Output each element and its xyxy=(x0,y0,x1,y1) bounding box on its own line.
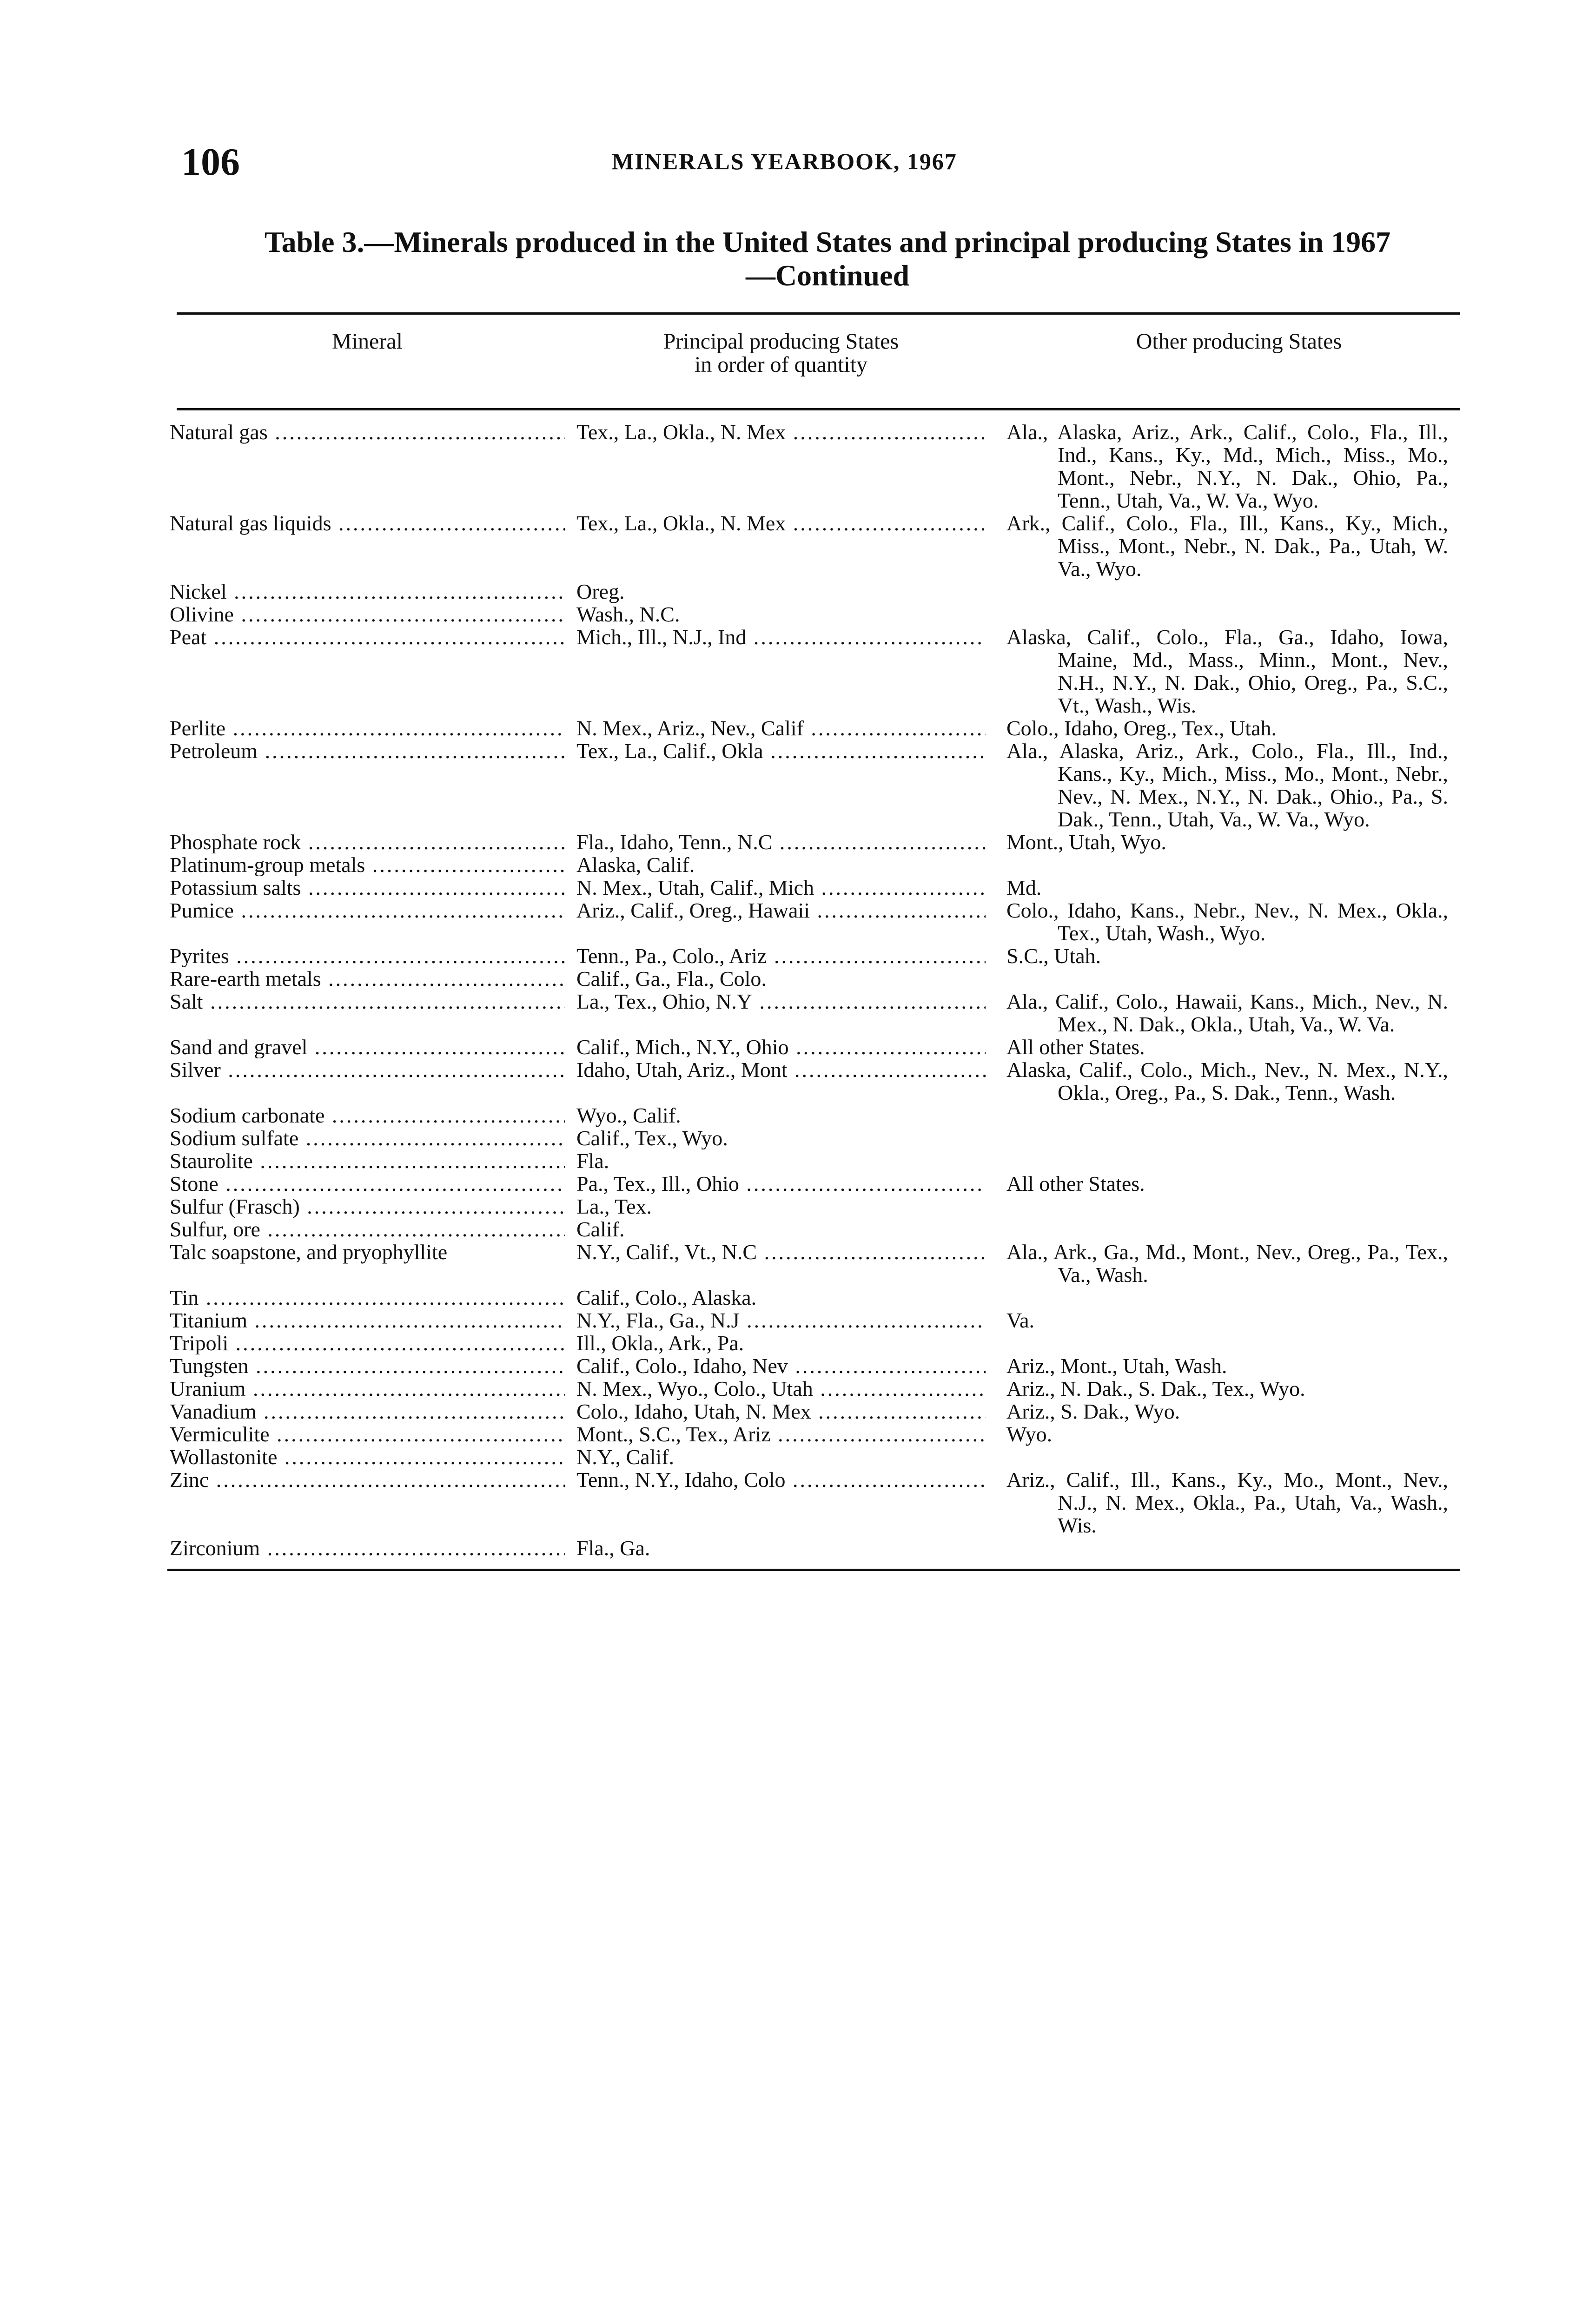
principal-states: Tex., La., Okla., N. Mex xyxy=(576,421,786,444)
cell-other-states xyxy=(1006,1149,1448,1172)
mineral-name: Olivine xyxy=(170,603,234,626)
table-row xyxy=(0,603,1569,626)
cell-other-states xyxy=(1006,1241,1448,1286)
leader-dots xyxy=(218,1172,565,1195)
cell-mineral xyxy=(170,1468,565,1537)
principal-states: Pa., Tex., Ill., Ohio xyxy=(576,1172,739,1195)
table-row xyxy=(0,1058,1569,1104)
table-row xyxy=(0,1309,1569,1332)
other-states: Ariz., N. Dak., S. Dak., Tex., Wyo. xyxy=(1006,1377,1305,1400)
mineral-name: Phosphate rock xyxy=(170,831,301,853)
cell-mineral xyxy=(170,580,565,603)
table-row xyxy=(0,1400,1569,1423)
principal-states: La., Tex. xyxy=(576,1195,652,1218)
principal-states: Fla., Ga. xyxy=(576,1537,650,1559)
cell-other-states xyxy=(1006,580,1448,603)
mineral-name: Vermiculite xyxy=(170,1423,270,1446)
leader-dots xyxy=(786,1468,986,1492)
principal-states: Tex., La., Okla., N. Mex xyxy=(576,512,786,535)
leader-dots xyxy=(268,421,565,444)
leader-dots xyxy=(253,1149,565,1172)
cell-mineral xyxy=(170,1400,565,1423)
leader-dots xyxy=(260,1537,565,1559)
leader-dots xyxy=(307,1036,565,1058)
mineral-name: Platinum-group metals xyxy=(170,853,365,876)
other-states: All other States. xyxy=(1006,1172,1145,1195)
leader-dots xyxy=(257,1400,565,1423)
table-row xyxy=(0,1241,1569,1286)
cell-principal-states xyxy=(576,739,986,831)
leader-dots xyxy=(788,1354,986,1377)
cell-other-states xyxy=(1006,1332,1448,1354)
table-row xyxy=(0,1172,1569,1195)
mineral-name: Zinc xyxy=(170,1468,209,1492)
leader-dots xyxy=(767,944,986,967)
cell-other-states xyxy=(1006,1377,1448,1400)
cell-mineral xyxy=(170,853,565,876)
cell-other-states xyxy=(1006,1058,1448,1104)
cell-mineral xyxy=(170,1354,565,1377)
principal-states: Tenn., N.Y., Idaho, Colo xyxy=(576,1468,786,1492)
leader-dots xyxy=(301,876,565,899)
leader-dots xyxy=(810,899,986,922)
page-header xyxy=(0,139,1569,191)
leader-dots xyxy=(258,739,565,763)
leader-dots xyxy=(740,1309,986,1332)
table-title-line2: —Continued xyxy=(745,259,910,292)
mineral-name: Rare-earth metals xyxy=(170,967,321,990)
cell-other-states xyxy=(1006,626,1448,717)
cell-principal-states xyxy=(576,512,986,580)
cell-principal-states xyxy=(576,1423,986,1446)
column-header-principal-line1: Principal producing States xyxy=(663,329,899,354)
principal-states: Tenn., Pa., Colo., Ariz xyxy=(576,944,767,967)
cell-mineral xyxy=(170,1218,565,1241)
mineral-name: Sodium sulfate xyxy=(170,1127,299,1149)
mineral-name: Staurolite xyxy=(170,1149,253,1172)
leader-dots xyxy=(739,1172,986,1195)
cell-principal-states xyxy=(576,1354,986,1377)
principal-states: N.Y., Calif. xyxy=(576,1446,674,1468)
table-row xyxy=(0,1354,1569,1377)
leader-dots xyxy=(321,967,565,990)
table-row xyxy=(0,1127,1569,1149)
other-states: Colo., Idaho, Kans., Nebr., Nev., N. Mex., Okla., Tex., Utah, Wash., Wyo. xyxy=(1006,898,1448,945)
cell-principal-states xyxy=(576,1468,986,1537)
table-row xyxy=(0,1332,1569,1354)
cell-mineral xyxy=(170,1241,565,1286)
cell-other-states xyxy=(1006,831,1448,853)
table-row xyxy=(0,1377,1569,1400)
column-headers xyxy=(0,330,1569,390)
principal-states: N. Mex., Utah, Calif., Mich xyxy=(576,876,814,899)
leader-dots xyxy=(227,580,565,603)
cell-principal-states xyxy=(576,1195,986,1218)
cell-mineral xyxy=(170,944,565,967)
cell-principal-states xyxy=(576,1377,986,1400)
table-title-line1: Table 3.—Minerals produced in the United States and principal producing States in 1967 xyxy=(264,225,1391,258)
cell-principal-states xyxy=(576,944,986,967)
table-row xyxy=(0,580,1569,603)
table-row xyxy=(0,944,1569,967)
cell-principal-states xyxy=(576,1058,986,1104)
principal-states: La., Tex., Ohio, N.Y xyxy=(576,990,752,1013)
cell-mineral xyxy=(170,1127,565,1149)
cell-principal-states xyxy=(576,876,986,899)
leader-dots xyxy=(225,717,565,739)
other-states: Va. xyxy=(1006,1308,1035,1332)
other-states: Colo., Idaho, Oreg., Tex., Utah. xyxy=(1006,716,1277,740)
other-states: Md. xyxy=(1006,876,1042,899)
leader-dots xyxy=(249,1354,565,1377)
mineral-name: Sodium carbonate xyxy=(170,1104,325,1127)
leader-dots xyxy=(298,1127,565,1149)
principal-states: Calif., Colo., Idaho, Nev xyxy=(576,1354,788,1377)
other-states: Ala., Ark., Ga., Md., Mont., Nev., Oreg., Pa., Tex., Va., Wash. xyxy=(1006,1240,1448,1287)
page-number: 106 xyxy=(181,140,240,184)
leader-dots xyxy=(206,626,565,649)
table-bottom-rule xyxy=(167,1569,1460,1571)
other-states: Alaska, Calif., Colo., Mich., Nev., N. Mex., N.Y., Okla., Oreg., Pa., S. Dak., Tenn., Wash. xyxy=(1006,1058,1448,1104)
cell-principal-states xyxy=(576,831,986,853)
table-row xyxy=(0,626,1569,717)
table-row xyxy=(0,1218,1569,1241)
other-states: Wyo. xyxy=(1006,1422,1053,1446)
other-states: Ark., Calif., Colo., Fla., Ill., Kans., Ky., Mich., Miss., Mont., Nebr., N. Dak., Pa., Utah, W. Va., Wyo. xyxy=(1006,511,1448,581)
cell-other-states xyxy=(1006,1218,1448,1241)
cell-mineral xyxy=(170,1195,565,1218)
cell-mineral xyxy=(170,831,565,853)
principal-states: Calif., Tex., Wyo. xyxy=(576,1127,728,1149)
cell-principal-states xyxy=(576,990,986,1036)
running-head: MINERALS YEARBOOK, 1967 xyxy=(612,148,957,174)
cell-other-states xyxy=(1006,1468,1448,1537)
cell-principal-states xyxy=(576,1218,986,1241)
cell-mineral xyxy=(170,990,565,1036)
leader-dots xyxy=(804,717,986,739)
table-top-rule xyxy=(177,312,1460,315)
cell-other-states xyxy=(1006,717,1448,739)
cell-principal-states xyxy=(576,1446,986,1468)
cell-other-states xyxy=(1006,990,1448,1036)
cell-other-states xyxy=(1006,1127,1448,1149)
principal-states: Wyo., Calif. xyxy=(576,1104,681,1127)
mineral-name: Salt xyxy=(170,990,203,1013)
table-row xyxy=(0,1423,1569,1446)
leader-dots xyxy=(324,1104,565,1127)
leader-dots xyxy=(757,1241,986,1264)
cell-principal-states xyxy=(576,421,986,512)
cell-mineral xyxy=(170,1377,565,1400)
mineral-name: Natural gas xyxy=(170,421,268,444)
cell-mineral xyxy=(170,1423,565,1446)
cell-principal-states xyxy=(576,580,986,603)
principal-states: Wash., N.C. xyxy=(576,603,680,626)
cell-other-states xyxy=(1006,1195,1448,1218)
cell-other-states xyxy=(1006,603,1448,626)
mineral-name: Wollastonite xyxy=(170,1446,278,1468)
other-states: Mont., Utah, Wyo. xyxy=(1006,830,1166,854)
mineral-name: Sulfur (Frasch) xyxy=(170,1195,300,1218)
mineral-name: Natural gas liquids xyxy=(170,512,331,535)
other-states: S.C., Utah. xyxy=(1006,944,1101,968)
cell-other-states xyxy=(1006,512,1448,580)
column-header-principal-line2: in order of quantity xyxy=(695,352,867,377)
mineral-name: Sulfur, ore xyxy=(170,1218,260,1241)
table-row xyxy=(0,739,1569,831)
leader-dots xyxy=(228,1332,565,1354)
leader-dots xyxy=(786,421,986,444)
leader-dots xyxy=(789,1036,986,1058)
cell-mineral xyxy=(170,1332,565,1354)
leader-dots xyxy=(270,1423,565,1446)
cell-other-states xyxy=(1006,876,1448,899)
cell-other-states xyxy=(1006,944,1448,967)
other-states: Ariz., Calif., Ill., Kans., Ky., Mo., Mont., Nev., N.J., N. Mex., Okla., Pa., Utah, Va., Wash., Wis. xyxy=(1006,1468,1448,1537)
cell-other-states xyxy=(1006,739,1448,831)
leader-dots xyxy=(811,1400,986,1423)
leader-dots xyxy=(814,876,986,899)
principal-states: Mont., S.C., Tex., Ariz xyxy=(576,1423,771,1446)
mineral-name: Potassium salts xyxy=(170,876,301,899)
cell-principal-states xyxy=(576,1172,986,1195)
cell-principal-states xyxy=(576,1241,986,1286)
header-bottom-rule xyxy=(177,408,1460,410)
cell-principal-states xyxy=(576,717,986,739)
cell-mineral xyxy=(170,899,565,944)
mineral-name: Titanium xyxy=(170,1309,248,1332)
mineral-name: Tungsten xyxy=(170,1354,249,1377)
mineral-name: Perlite xyxy=(170,717,226,739)
principal-states: Alaska, Calif. xyxy=(576,853,695,876)
cell-principal-states xyxy=(576,899,986,944)
table-row xyxy=(0,1537,1569,1559)
cell-mineral xyxy=(170,1104,565,1127)
cell-other-states xyxy=(1006,1172,1448,1195)
cell-mineral xyxy=(170,603,565,626)
cell-mineral xyxy=(170,876,565,899)
cell-mineral xyxy=(170,739,565,831)
cell-mineral xyxy=(170,512,565,580)
principal-states: Oreg. xyxy=(576,580,625,603)
mineral-name: Talc soapstone, and pryophyllite xyxy=(170,1241,448,1264)
table-row xyxy=(0,899,1569,944)
principal-states: Mich., Ill., N.J., Ind xyxy=(576,626,747,649)
mineral-name: Tripoli xyxy=(170,1332,229,1354)
table-title xyxy=(177,225,1478,292)
principal-states: Calif., Colo., Alaska. xyxy=(576,1286,757,1309)
leader-dots xyxy=(260,1218,565,1241)
cell-mineral xyxy=(170,1537,565,1559)
cell-principal-states xyxy=(576,1036,986,1058)
cell-mineral xyxy=(170,1149,565,1172)
mineral-name: Nickel xyxy=(170,580,227,603)
table-row xyxy=(0,421,1569,512)
cell-principal-states xyxy=(576,603,986,626)
principal-states: N.Y., Calif., Vt., N.C xyxy=(576,1241,757,1264)
table-row xyxy=(0,831,1569,853)
leader-dots xyxy=(199,1286,565,1309)
other-states: Ala., Alaska, Ariz., Ark., Calif., Colo., Fla., Ill., Ind., Kans., Ky., Md., Mich., Miss., Mo., Mont., Nebr., N.Y., N. Dak., Ohio, Pa., Tenn., Utah, Va., W. Va., Wyo. xyxy=(1006,420,1448,512)
principal-states: N. Mex., Wyo., Colo., Utah xyxy=(576,1377,813,1400)
table-row xyxy=(0,1036,1569,1058)
mineral-name: Peat xyxy=(170,626,207,649)
other-states: Ala., Alaska, Ariz., Ark., Colo., Fla., Ill., Ind., Kans., Ky., Mich., Miss., Mo., Mont., Nebr., Nev., N. Mex., N.Y., N. Dak., Ohio., Pa., S. Dak., Tenn., Utah, Va., W. Va., Wyo. xyxy=(1006,739,1448,831)
cell-principal-states xyxy=(576,626,986,717)
cell-mineral xyxy=(170,1058,565,1104)
column-header-mineral: Mineral xyxy=(332,329,403,354)
principal-states: Tex., La., Calif., Okla xyxy=(576,739,763,763)
principal-states: Calif. xyxy=(576,1218,625,1241)
mineral-name: Tin xyxy=(170,1286,199,1309)
principal-states: Fla. xyxy=(576,1149,609,1172)
mineral-name: Vanadium xyxy=(170,1400,257,1423)
mineral-name: Pumice xyxy=(170,899,234,922)
cell-mineral xyxy=(170,421,565,512)
cell-principal-states xyxy=(576,1537,986,1559)
cell-other-states xyxy=(1006,1537,1448,1559)
table-row xyxy=(0,1286,1569,1309)
table-row xyxy=(0,1446,1569,1468)
table-row xyxy=(0,717,1569,739)
leader-dots xyxy=(234,603,565,626)
mineral-name: Zirconium xyxy=(170,1537,260,1559)
cell-other-states xyxy=(1006,1423,1448,1446)
mineral-name: Sand and gravel xyxy=(170,1036,308,1058)
leader-dots xyxy=(209,1468,565,1492)
principal-states: N.Y., Fla., Ga., N.J xyxy=(576,1309,740,1332)
other-states: Ala., Calif., Colo., Hawaii, Kans., Mich., Nev., N. Mex., N. Dak., Okla., Utah, Va., W. Va. xyxy=(1006,990,1448,1036)
leader-dots xyxy=(301,831,565,853)
cell-other-states xyxy=(1006,1036,1448,1058)
leader-dots xyxy=(365,853,565,876)
cell-mineral xyxy=(170,626,565,717)
principal-states: Ill., Okla., Ark., Pa. xyxy=(576,1332,744,1354)
cell-principal-states xyxy=(576,1309,986,1332)
mineral-name: Petroleum xyxy=(170,739,258,763)
leader-dots xyxy=(752,990,986,1013)
cell-other-states xyxy=(1006,421,1448,512)
table-row xyxy=(0,1104,1569,1127)
leader-dots xyxy=(221,1058,565,1082)
cell-other-states xyxy=(1006,1400,1448,1423)
other-states: Alaska, Calif., Colo., Fla., Ga., Idaho, Iowa, Maine, Md., Mass., Minn., Mont., Nev., N.H., N.Y., N. Dak., Ohio, Oreg., Pa., S.C., Vt., Wash., Wis. xyxy=(1006,625,1448,717)
cell-principal-states xyxy=(576,967,986,990)
leader-dots xyxy=(331,512,565,535)
cell-other-states xyxy=(1006,1354,1448,1377)
leader-dots xyxy=(234,899,565,922)
cell-mineral xyxy=(170,1309,565,1332)
column-header-other: Other producing States xyxy=(1136,329,1342,354)
leader-dots xyxy=(247,1309,565,1332)
principal-states: Fla., Idaho, Tenn., N.C xyxy=(576,831,773,853)
mineral-name: Silver xyxy=(170,1058,221,1082)
cell-other-states xyxy=(1006,1446,1448,1468)
leader-dots xyxy=(277,1446,565,1468)
other-states: Ariz., S. Dak., Wyo. xyxy=(1006,1400,1180,1423)
table-row xyxy=(0,876,1569,899)
cell-principal-states xyxy=(576,1149,986,1172)
cell-other-states xyxy=(1006,899,1448,944)
table-row xyxy=(0,990,1569,1036)
cell-other-states xyxy=(1006,1104,1448,1127)
cell-mineral xyxy=(170,1286,565,1309)
cell-principal-states xyxy=(576,1127,986,1149)
cell-mineral xyxy=(170,1446,565,1468)
cell-principal-states xyxy=(576,1104,986,1127)
leader-dots xyxy=(746,626,986,649)
mineral-name: Stone xyxy=(170,1172,218,1195)
leader-dots xyxy=(300,1195,565,1218)
leader-dots xyxy=(763,739,986,763)
table-row xyxy=(0,1468,1569,1537)
cell-mineral xyxy=(170,1172,565,1195)
principal-states: N. Mex., Ariz., Nev., Calif xyxy=(576,717,804,739)
leader-dots xyxy=(246,1377,565,1400)
leader-dots xyxy=(788,1058,986,1082)
leader-dots xyxy=(813,1377,986,1400)
table-row xyxy=(0,1149,1569,1172)
cell-other-states xyxy=(1006,1309,1448,1332)
leader-dots xyxy=(772,831,986,853)
column-header-principal xyxy=(576,330,986,376)
cell-principal-states xyxy=(576,853,986,876)
table-row xyxy=(0,1195,1569,1218)
principal-states: Idaho, Utah, Ariz., Mont xyxy=(576,1058,788,1082)
cell-other-states xyxy=(1006,853,1448,876)
mineral-name: Pyrites xyxy=(170,944,229,967)
cell-mineral xyxy=(170,1036,565,1058)
cell-principal-states xyxy=(576,1400,986,1423)
cell-principal-states xyxy=(576,1286,986,1309)
principal-states: Calif., Ga., Fla., Colo. xyxy=(576,967,767,990)
cell-principal-states xyxy=(576,1332,986,1354)
leader-dots xyxy=(203,990,565,1013)
principal-states: Colo., Idaho, Utah, N. Mex xyxy=(576,1400,811,1423)
other-states: All other States. xyxy=(1006,1035,1145,1059)
table-body xyxy=(0,421,1569,1559)
table-row xyxy=(0,853,1569,876)
cell-other-states xyxy=(1006,967,1448,990)
leader-dots xyxy=(786,512,986,535)
principal-states: Calif., Mich., N.Y., Ohio xyxy=(576,1036,789,1058)
cell-mineral xyxy=(170,717,565,739)
leader-dots xyxy=(771,1423,986,1446)
mineral-name: Uranium xyxy=(170,1377,246,1400)
table-row xyxy=(0,512,1569,580)
principal-states: Ariz., Calif., Oreg., Hawaii xyxy=(576,899,810,922)
table-row xyxy=(0,967,1569,990)
leader-dots xyxy=(229,944,565,967)
other-states: Ariz., Mont., Utah, Wash. xyxy=(1006,1354,1227,1378)
cell-mineral xyxy=(170,967,565,990)
cell-other-states xyxy=(1006,1286,1448,1309)
